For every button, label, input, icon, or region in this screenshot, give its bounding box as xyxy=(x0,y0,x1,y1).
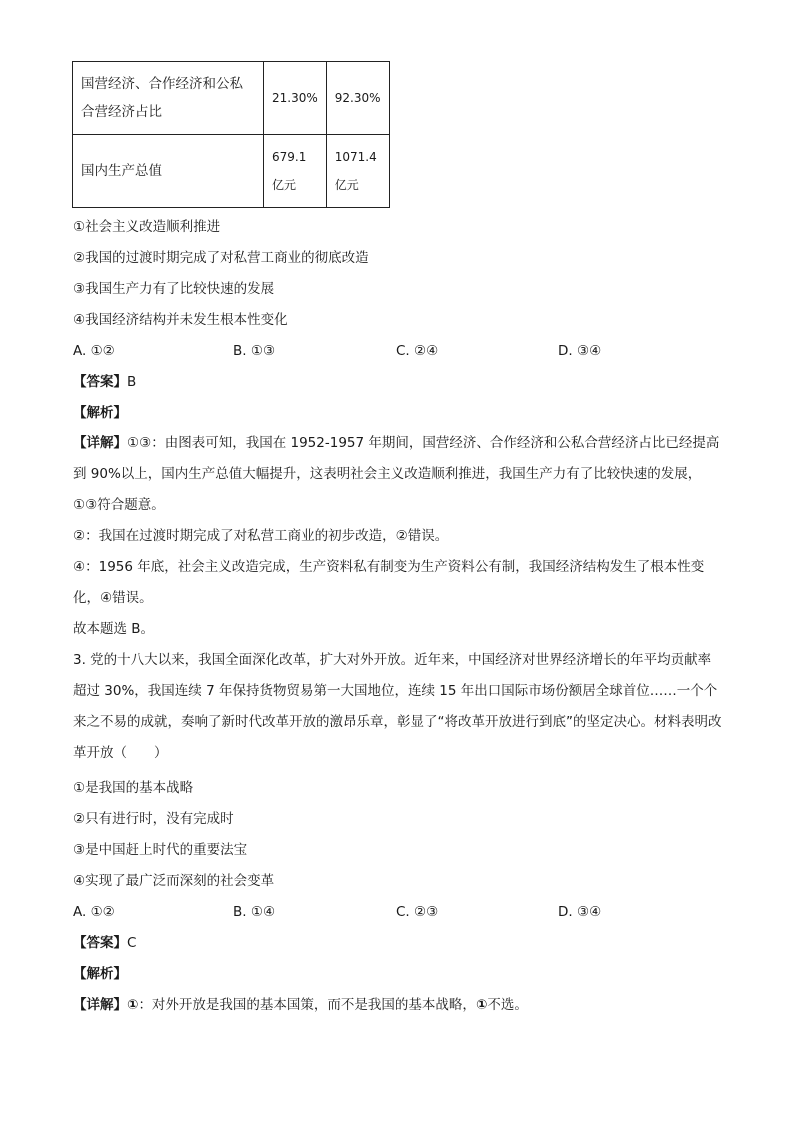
conclusion: 故本题选 B。 xyxy=(73,621,155,637)
statement: ②只有进行时，没有完成时 xyxy=(73,811,234,827)
option-d: D. ③④ xyxy=(558,343,602,359)
statement: ④实现了最广泛而深刻的社会变革 xyxy=(73,873,275,889)
statement: ①社会主义改造顺利推进 xyxy=(73,219,221,235)
statement: ③是中国赶上时代的重要法宝 xyxy=(73,842,248,858)
detail-paragraph xyxy=(73,428,723,521)
table-cell-label: 国内生产总值 xyxy=(73,135,264,208)
detail-text: ①③：由图表可知，我国在 1952-1957 年期间，国营经济、合作经济和公私合营经济占比已经提高到 90%以上，国内生产总值大幅提升，这表明社会主义改造顺利推进，我国生产力有了比较快速的发展，①③符合题意。 xyxy=(73,435,720,513)
option-b: B. ①④ xyxy=(233,904,276,920)
option-b: B. ①③ xyxy=(233,343,276,359)
detail-tag: 【详解】 xyxy=(73,997,127,1013)
detail-paragraph xyxy=(73,995,528,1015)
answer-value: C xyxy=(127,935,137,951)
detail-tag: 【详解】 xyxy=(73,435,127,451)
economy-table xyxy=(72,61,390,208)
option-d: D. ③④ xyxy=(558,904,602,920)
statement: ①是我国的基本战略 xyxy=(73,780,194,796)
table-cell-value: 21.30% xyxy=(264,62,327,135)
option-a: A. ①② xyxy=(73,343,115,359)
option-a: A. ①② xyxy=(73,904,115,920)
detail-text-end: 不选。 xyxy=(487,997,528,1013)
answer-value: B xyxy=(127,374,137,390)
analysis-label: 【解析】 xyxy=(73,405,127,421)
detail-paragraph: ②：我国在过渡时期完成了对私营工商业的初步改造，②错误。 xyxy=(73,528,449,544)
answer-tag: 【答案】 xyxy=(73,935,127,951)
statement: ②我国的过渡时期完成了对私营工商业的彻底改造 xyxy=(73,250,369,266)
statement: ④我国经济结构并未发生根本性变化 xyxy=(73,312,288,328)
analysis-label: 【解析】 xyxy=(73,966,127,982)
analysis-tag xyxy=(73,403,127,423)
analysis-tag xyxy=(73,964,127,984)
statement: ③我国生产力有了比较快速的发展 xyxy=(73,281,275,297)
circled-number: ① xyxy=(127,997,139,1013)
table-cell-value: 679.1亿元 xyxy=(264,135,327,208)
answer-line xyxy=(73,933,136,953)
answer-line xyxy=(73,372,136,392)
table-row xyxy=(73,135,390,208)
table-cell-value: 1071.4亿元 xyxy=(326,135,389,208)
detail-text: ：对外开放是我国的基本国策，而不是我国的基本战略， xyxy=(138,997,476,1013)
circled-number: ① xyxy=(475,997,488,1013)
table-cell-label: 国营经济、合作经济和公私合营经济占比 xyxy=(73,62,264,135)
table-row xyxy=(73,62,390,135)
answer-tag: 【答案】 xyxy=(73,374,127,390)
table-cell-value: 92.30% xyxy=(326,62,389,135)
question-stem: 3. 党的十八大以来，我国全面深化改革，扩大对外开放。近年来，中国经济对世界经济增长的年平均贡献率超过 30%，我国连续 7 年保持货物贸易第一大国地位，连续 15 年出口国际市场份额居全球首位……一个个来之不易的成就，奏响了新时代改革开放的激昂乐章，彰显了“将改革开放进行到底”的坚定决心。材料表明改革开放（ ） xyxy=(73,652,722,761)
option-c: C. ②③ xyxy=(396,904,439,920)
detail-paragraph: ④：1956 年底，社会主义改造完成，生产资料私有制变为生产资料公有制，我国经济结构发生了根本性变化，④错误。 xyxy=(73,559,705,606)
option-c: C. ②④ xyxy=(396,343,439,359)
